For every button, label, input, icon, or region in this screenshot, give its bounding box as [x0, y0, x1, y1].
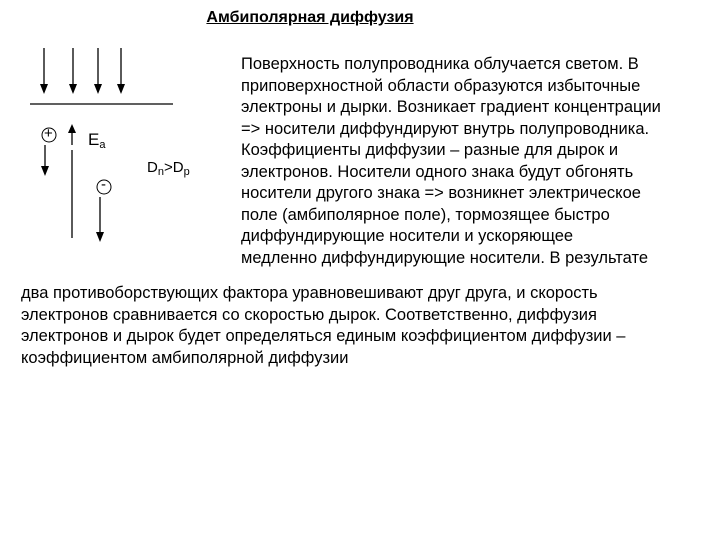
text-line: электроны и дырки. Возникает градиент концентрации [241, 98, 661, 116]
paragraph-bottom [21, 283, 711, 369]
slide-title: Амбиполярная диффузия [206, 9, 414, 26]
relation-right: D [172, 159, 184, 176]
plus-sign: + [44, 125, 53, 142]
text-line: => носители диффундируют внутрь полупроводника. [241, 119, 650, 138]
field-subscript: a [99, 139, 106, 151]
field-symbol: E [88, 130, 100, 149]
relation-left: D [147, 159, 158, 176]
text-line: электронов и дырок будет определяться единым коэффициентом диффузии – [21, 327, 626, 345]
relation-right-sub: p [183, 166, 190, 178]
text-line: Поверхность полупроводника облучается светом. В [241, 55, 639, 73]
diffusion-relation [147, 159, 190, 178]
relation-operator: > [163, 159, 173, 176]
minus-sign: - [101, 176, 106, 193]
text-line: два противоборствующих фактора уравновешивают друг друга, и скорость [21, 284, 598, 302]
relation-left-sub: n [157, 166, 164, 178]
text-line: поле (амбиполярное поле), тормозящее быстро [241, 205, 610, 224]
text-line: электронов. Носители одного знака будут обгонять [241, 162, 634, 181]
text-line: коэффициентом амбиполярной диффузии [21, 348, 349, 367]
text-line: носители другого знака => возникнет электрическое [241, 184, 641, 202]
text-line: медленно диффундирующие носители. В результате [241, 248, 649, 267]
field-label [88, 130, 105, 151]
text-line: Коэффициенты диффузии – разные для дырок и [241, 141, 619, 159]
text-line: электронов сравнивается со скоростью дырок. Соответственно, диффузия [21, 305, 597, 324]
paragraph-right [241, 54, 701, 269]
text-line: приповерхностной области образуются избыточные [241, 76, 641, 95]
text-line: диффундирующие носители и ускоряющее [241, 227, 574, 245]
